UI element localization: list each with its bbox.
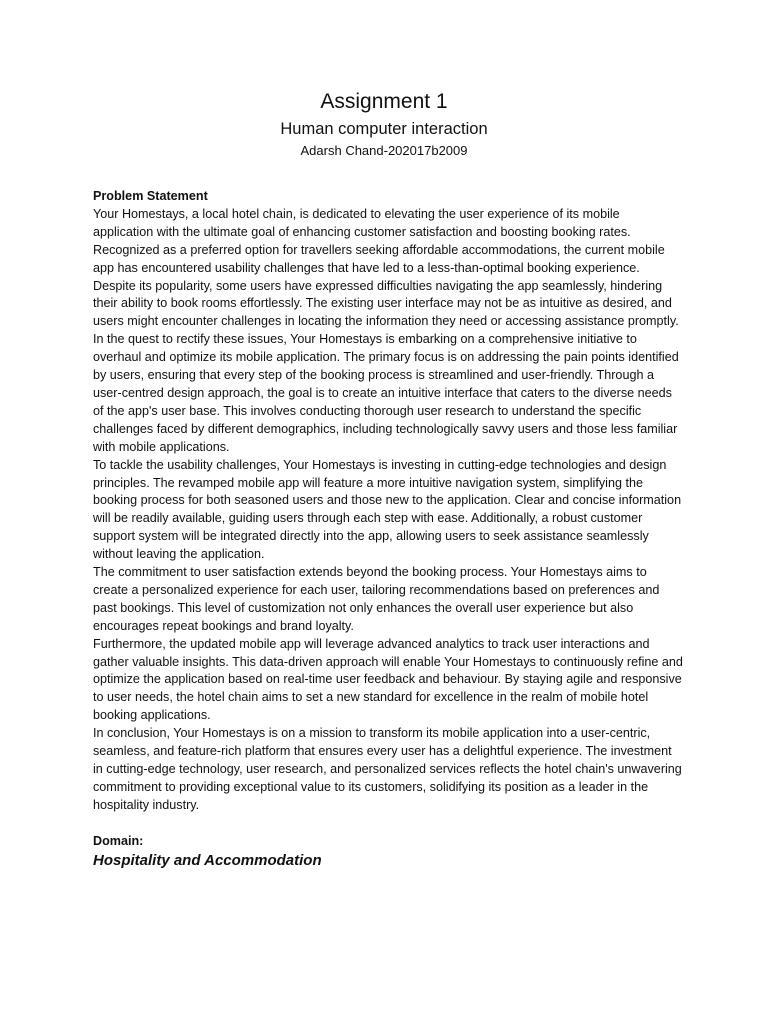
paragraph-6: In conclusion, Your Homestays is on a mission to transform its mobile application into a user-centric, seamless, and feature-rich platform that ensures every user has a delightful experience. The investment in cutting-edge technology, user research, and personalized services reflects the hotel chain's unwavering commitment to providing exceptional value to its customers, solidifying its position as a leader in the hospitality industry.: [93, 726, 682, 812]
problem-statement-heading: Problem Statement: [93, 189, 208, 203]
document-subtitle: Human computer interaction: [280, 120, 488, 138]
document-body: [93, 188, 683, 871]
document-title: Assignment 1: [320, 90, 448, 113]
paragraph-2: In the quest to rectify these issues, Your Homestays is embarking on a comprehensive initiative to overhaul and optimize its mobile application. The primary focus is on addressing the pain points identified by users, ensuring that every step of the booking process is streamlined and user-friendly. Through a user-centred design approach, the goal is to create an intuitive interface that caters to the diverse needs of the app's user base. This involves conducting thorough user research to understand the specific challenges faced by different demographics, including technologically savvy users and those less familiar with mobile applications.: [93, 332, 679, 454]
domain-label: Domain:: [93, 833, 144, 848]
domain-value: Hospitality and Accommodation: [93, 851, 322, 869]
paragraph-5: Furthermore, the updated mobile app will leverage advanced analytics to track user interactions and gather valuable insights. This data-driven approach will enable Your Homestays to continuously refine and optimize the application based on real-time user feedback and behaviour. By staying agile and responsive to user needs, the hotel chain aims to set a new standard for excellence in the realm of mobile hotel booking applications.: [93, 636, 683, 723]
paragraph-1: Your Homestays, a local hotel chain, is dedicated to elevating the user experience of its mobile application with the ultimate goal of enhancing customer satisfaction and boosting booking rates. Recognized as a preferred option for travellers seeking affordable accommodations, the current mobile app has encountered usability challenges that have led to a less-than-optimal booking experience. Despite its popularity, some users have expressed difficulties navigating the app seamlessly, hindering their ability to book rooms effortlessly. The existing user interface may not be as intuitive as desired, and users might encounter challenges in locating the information they need or accessing assistance promptly.: [93, 206, 679, 329]
paragraph-3: To tackle the usability challenges, Your Homestays is investing in cutting-edge technologies and design principles. The revamped mobile app will feature a more intuitive navigation system, simplifying the booking process for both seasoned users and those new to the application. Clear and concise information will be readily available, guiding users through each step with ease. Additionally, a robust customer support system will be integrated directly into the app, allowing users to seek assistance seamlessly without leaving the application.: [93, 457, 682, 562]
domain-section: [93, 833, 683, 871]
paragraph-4: The commitment to user satisfaction extends beyond the booking process. Your Homestays aims to create a personalized experience for each user, tailoring recommendations based on preferences and past bookings. This level of customization not only enhances the overall user experience but also encourages repeat bookings and brand loyalty.: [93, 565, 660, 633]
author-line: Adarsh Chand-202017b2009: [300, 143, 468, 158]
